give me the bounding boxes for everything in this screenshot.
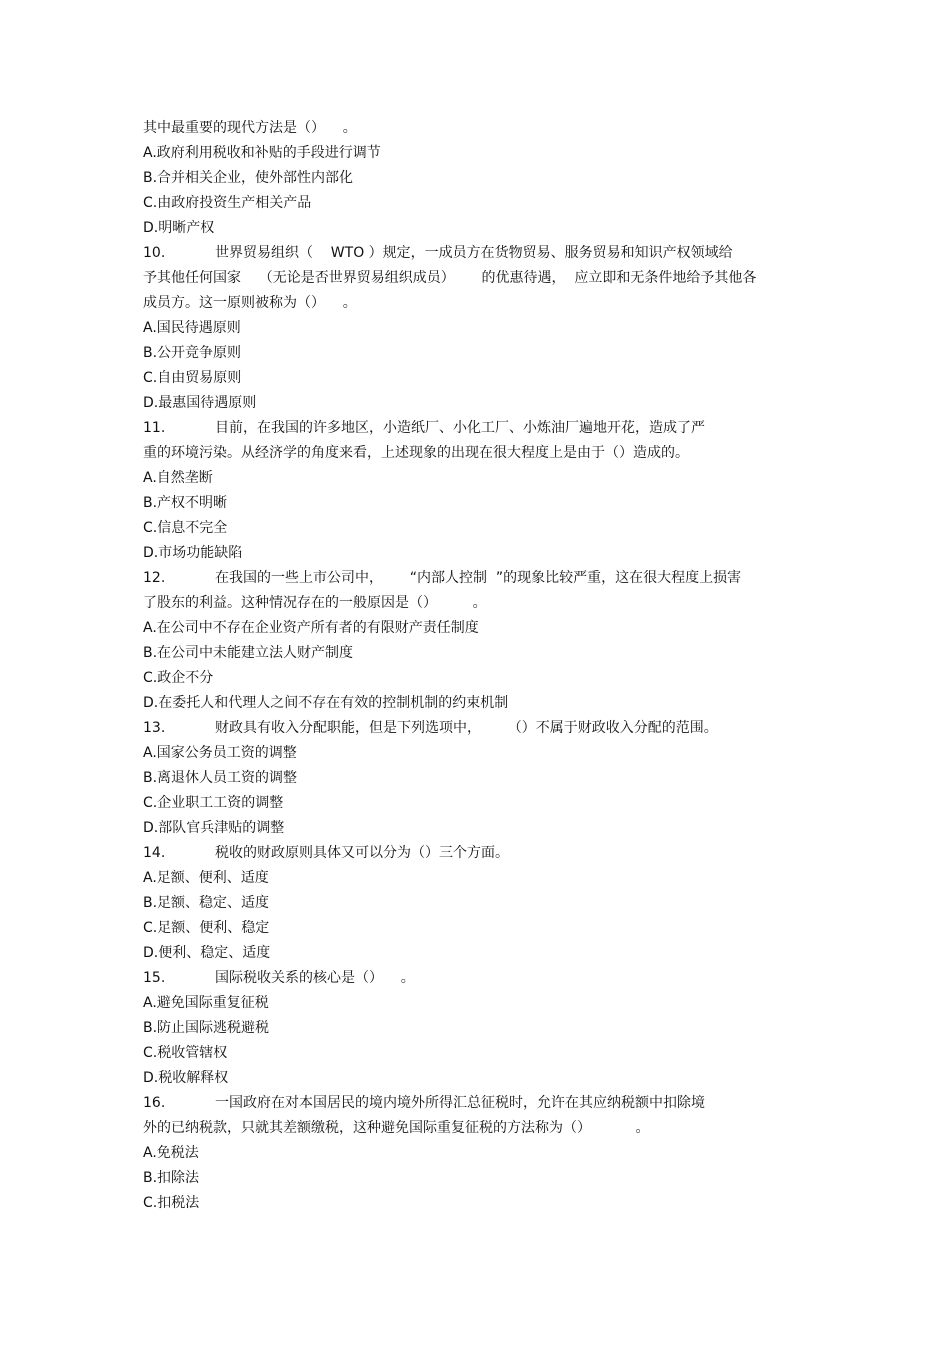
question-text: 世界贸易组织（ WTO ）规定，一成员方在货物贸易、服务贸易和知识产权领域给 [215, 245, 733, 261]
question-12-stem-line [143, 566, 803, 591]
option-c: C.政企不分 [143, 670, 214, 686]
option-c: C.企业职工工资的调整 [143, 795, 284, 811]
option-d: D.便利、稳定、适度 [143, 945, 271, 961]
option-a: A.在公司中不存在企业资产所有者的有限财产责任制度 [143, 620, 479, 636]
option-c: C.由政府投资生产相关产品 [143, 195, 312, 211]
option-c: C.税收管辖权 [143, 1045, 228, 1061]
option-b: B.公开竞争原则 [143, 345, 242, 361]
question-9-text: 其中最重要的现代方法是（） 。 [143, 120, 357, 136]
question-text: 税收的财政原则具体又可以分为（）三个方面。 [215, 845, 509, 861]
question-number: 16. [143, 1095, 166, 1111]
option-b: B.足额、稳定、适度 [143, 895, 270, 911]
option-a: A.避免国际重复征税 [143, 995, 269, 1011]
question-number: 11. [143, 420, 166, 436]
question-number: 13. [143, 720, 166, 736]
option-d: D.税收解释权 [143, 1070, 229, 1086]
question-number: 15. [143, 970, 166, 986]
option-a: A.政府利用税收和补贴的手段进行调节 [143, 145, 381, 161]
question-13-stem-line [143, 716, 803, 741]
question-text: 目前，在我国的许多地区，小造纸厂、小化工厂、小炼油厂遍地开花，造成了严 [215, 420, 705, 436]
option-c: C.自由贸易原则 [143, 370, 242, 386]
option-b: B.在公司中未能建立法人财产制度 [143, 645, 354, 661]
question-text: 一国政府在对本国居民的境内境外所得汇总征税时，允许在其应纳税额中扣除境 [215, 1095, 705, 1111]
option-b: B.合并相关企业，使外部性内部化 [143, 170, 354, 186]
option-d: D.市场功能缺陷 [143, 545, 243, 561]
question-number: 14. [143, 845, 166, 861]
option-d: D.明晰产权 [143, 220, 215, 236]
question-11-stem-line [143, 416, 803, 441]
option-d: D.部队官兵津贴的调整 [143, 820, 285, 836]
question-16-stem-line [143, 1091, 803, 1116]
option-a: A.免税法 [143, 1145, 199, 1161]
option-b: B.离退休人员工资的调整 [143, 770, 298, 786]
question-text: 在我国的一些上市公司中， “内部人控制 ”的现象比较严重，这在很大程度上损害 [215, 570, 742, 586]
question-number: 10. [143, 245, 166, 261]
question-14-stem-line [143, 841, 803, 866]
question-list [143, 116, 803, 1216]
question-text: 国际税收关系的核心是（） 。 [215, 970, 415, 986]
option-a: A.足额、便利、适度 [143, 870, 269, 886]
question-16-stem-line: 外的已纳税款，只就其差额缴税，这种避免国际重复征税的方法称为（） 。 [143, 1120, 650, 1136]
option-a: A.国家公务员工资的调整 [143, 745, 297, 761]
option-a: A.国民待遇原则 [143, 320, 241, 336]
question-10-stem-line: 予其他任何国家 （无论是否世界贸易组织成员） 的优惠待遇， 应立即和无条件地给予其他各 [143, 270, 757, 286]
option-d: D.在委托人和代理人之间不存在有效的控制机制的约束机制 [143, 695, 509, 711]
option-b: B.防止国际逃税避税 [143, 1020, 270, 1036]
option-a: A.自然垄断 [143, 470, 213, 486]
question-text: 财政具有收入分配职能，但是下列选项中， （）不属于财政收入分配的范围。 [215, 720, 718, 736]
option-b: B.产权不明晰 [143, 495, 228, 511]
question-number: 12. [143, 570, 166, 586]
question-11-stem-line: 重的环境污染。从经济学的角度来看，上述现象的出现在很大程度上是由于（）造成的。 [143, 445, 689, 461]
option-c: C.扣税法 [143, 1195, 200, 1211]
option-c: C.信息不完全 [143, 520, 228, 536]
question-10-stem-line: 成员方。这一原则被称为（） 。 [143, 295, 357, 311]
option-c: C.足额、便利、稳定 [143, 920, 270, 936]
question-12-stem-line: 了股东的利益。这种情况存在的一般原因是（） 。 [143, 595, 487, 611]
option-b: B.扣除法 [143, 1170, 200, 1186]
question-15-stem-line [143, 966, 803, 991]
question-10-stem-line [143, 241, 803, 266]
option-d: D.最惠国待遇原则 [143, 395, 257, 411]
